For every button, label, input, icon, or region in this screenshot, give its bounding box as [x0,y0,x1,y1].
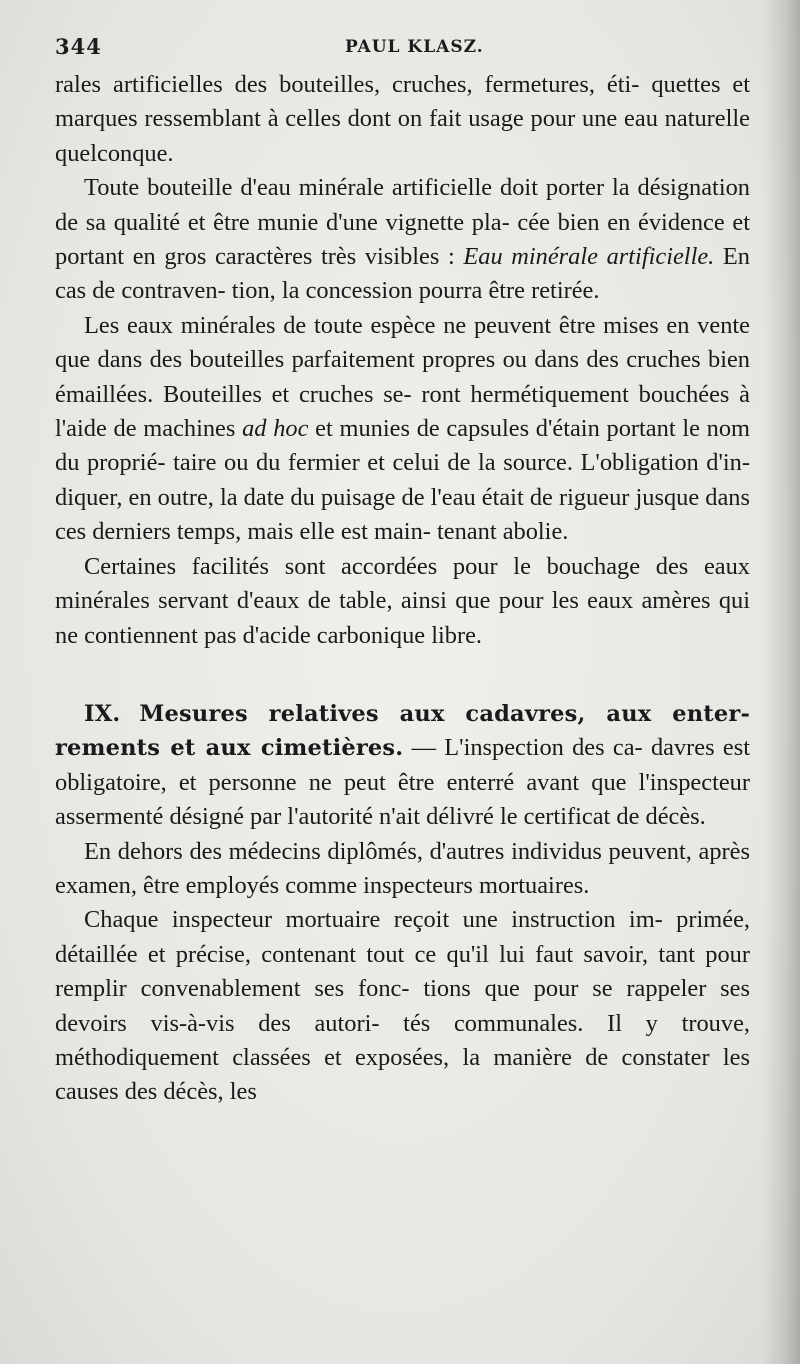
section-text: — L'inspection des ca- davres est obligatoire, et personne ne peut être enterré avant que l'inspecteur assermenté désigné par l'autorité n'ait délivré le certificat de décès. [55,734,750,831]
paragraph-2-text-end: En cas de contraven- tion, la concession pourra être retirée. [55,243,750,305]
page-body [55,68,750,1110]
page-edge-shadow [762,0,800,1364]
paragraph-2-text-start: Toute bouteille d'eau minérale artificielle doit porter la désignation de sa qualité et être munie d'une vignette pla- cée bien en évidence et portant en gros caractères très visibles : [55,174,750,271]
paragraph-3-text-start: Les eaux minérales de toute espèce ne peuvent être mises en vente que dans des bouteilles parfaitement propres ou dans des cruches bien émaillées. Bouteilles et cruches se- ront hermétiquement bouchées à l'aide de machines [55,311,750,443]
page-header [55,34,750,64]
page-number: 344 [55,34,102,59]
paragraph-4 [55,550,750,653]
section-title: Mesures relatives aux cadavres, aux enter- rements et aux cimetières. [55,700,750,762]
paragraph-3-text-end: et munies de capsules d'étain portant le nom du proprié- taire ou du fermier et celui de la source. L'obligation d'in- diquer, en outre, la date du puisage de l'eau était de rigueur jusque dans ces derniers temps, mais elle est main- tenant abolie. [55,415,751,546]
paragraph-1-text: rales artificielles des bouteilles, cruches, fermetures, éti- quettes et marques ressemblant à celles dont on fait usage pour une eau naturelle quelconque. [55,71,750,167]
paragraph-2 [55,171,750,309]
running-head: PAUL KLASZ. [345,37,484,57]
paragraph-5-text: En dehors des médecins diplômés, d'autres individus peuvent, après examen, être employés comme inspecteurs mortuaires. [55,837,750,899]
section-paragraph [55,697,750,835]
paragraph-6-text: Chaque inspecteur mortuaire reçoit une instruction im- primée, détaillée et précise, contenant tout ce qu'il lui faut savoir, tant pour remplir convenablement ses fonc- tions que pour se rappeler ses devoirs vis-à-vis des autori- tés communales. Il y trouve, méthodiquement classées et exposées, la manière de constater les causes des décès, les [55,906,750,1106]
section-gap [55,653,750,697]
paragraph-6 [55,903,750,1109]
paragraph-3-emphasis: ad hoc [242,415,309,443]
paragraph-3 [55,309,750,550]
section-number: IX. [84,700,121,727]
paragraph-2-emphasis: Eau minérale artificielle. [463,243,715,271]
paragraph-1 [55,68,750,171]
paragraph-5 [55,835,750,904]
paragraph-4-text: Certaines facilités sont accordées pour le bouchage des eaux minérales servant d'eaux de table, ainsi que pour les eaux amères qui ne contiennent pas d'acide carbonique libre. [55,552,750,649]
